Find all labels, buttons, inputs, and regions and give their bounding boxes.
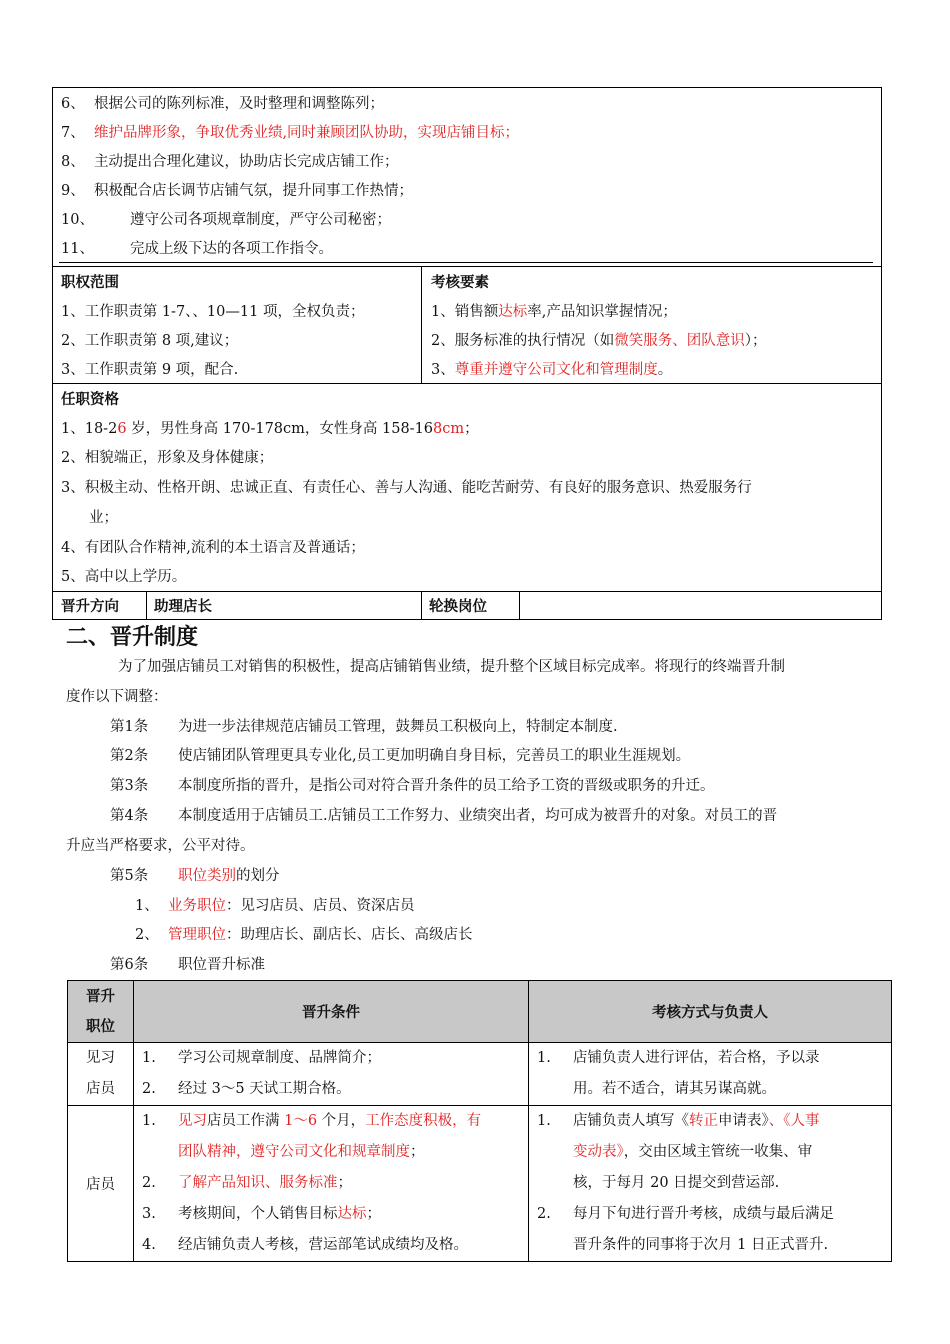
text: 每月下旬进行晋升考核，成绩与最后满足 (573, 1206, 834, 1222)
divider (53, 383, 881, 384)
highlight-text: 团队精神，遵守公司文化和规章制度 (178, 1144, 410, 1160)
highlight-text: 1～6 (284, 1113, 318, 1129)
condition-item (134, 1168, 528, 1199)
text: ，交由区域主管统一收集、审 (623, 1144, 813, 1160)
highlight-text: 了解产品知识、服务标准 (178, 1175, 338, 1191)
qualifications-title: 任职资格 (61, 392, 119, 408)
highlight-text: 6 (117, 421, 127, 437)
text: 经店铺负责人考核，营运部笔试成绩均及格。 (178, 1237, 468, 1253)
item-number: 1. (537, 1050, 551, 1066)
article-label: 第4条 (110, 808, 149, 824)
article-text: 为进一步法律规范店铺员工管理，鼓舞员工积极向上，特制定本制度. (178, 719, 618, 735)
highlight-text: 业务职位 (167, 898, 226, 914)
table-row (68, 1043, 892, 1106)
duty-text: 积极配合店长调节店铺气氛，提升同事工作热情； (93, 183, 413, 199)
text: 个月， (317, 1113, 366, 1129)
authority-item: 1、工作职责第 1-7、、10—11 项，全权负责； (61, 304, 365, 320)
duty-text: 遵守公司各项规章制度，严守公司秘密； (129, 212, 391, 228)
header-method (529, 981, 892, 1043)
duty-item (61, 150, 398, 171)
article-label: 第5条 (110, 868, 149, 884)
text: ：见习店员、店员、资深店员 (225, 898, 415, 914)
position-text: 店员 (86, 1177, 115, 1193)
conditions-cell (134, 1043, 529, 1106)
intro-paragraph: 为了加强店铺员工对销售的积极性，提高店铺销售业绩，提升整个区域目标完成率。将现行的终端晋升制 (118, 659, 785, 675)
assessment-item (431, 300, 677, 321)
highlight-text: 达标 (498, 304, 528, 320)
authority-item: 3、工作职责第 9 项，配合. (61, 362, 239, 378)
text: 经过 3～5 天试工期合格。 (178, 1081, 351, 1097)
article-text (178, 864, 280, 885)
category-item (135, 894, 414, 915)
text: 2、 (135, 927, 159, 943)
header-text: 职位 (86, 1018, 115, 1035)
text: 1、 (135, 898, 159, 914)
text: 店员工作满 (207, 1113, 285, 1129)
header-text: 晋升条件 (302, 1005, 360, 1021)
highlight-text: 达标 (337, 1206, 367, 1222)
qualification-item: 3、积极主动、性格开朗、忠诚正直、有责任心、善与人沟通、能吃苦耐劳、有良好的服务意识、热爱服务行 (61, 480, 752, 496)
duty-item (61, 92, 384, 113)
header-position (68, 981, 134, 1043)
duty-number: 10、 (61, 212, 94, 228)
rotation-position-label: 轮换岗位 (429, 599, 487, 615)
article-label: 第6条 (110, 957, 149, 973)
condition-item (134, 1043, 528, 1074)
duty-number: 9、 (61, 183, 85, 199)
duty-number: 6、 (61, 96, 85, 112)
item-number: 3. (142, 1206, 156, 1222)
table-row (68, 1106, 892, 1262)
divider (53, 266, 881, 267)
method-item (529, 1106, 891, 1137)
method-item (529, 1043, 891, 1074)
divider (59, 262, 873, 263)
highlight-text: 微笑服务、团队意识 (614, 333, 745, 349)
conditions-cell (134, 1106, 529, 1262)
highlight-text: 8cm (433, 421, 465, 437)
text: ； (410, 1144, 425, 1160)
text: 的划分 (236, 868, 280, 884)
condition-item (134, 1106, 528, 1137)
article-label: 第3条 (110, 778, 149, 794)
assessment-item (431, 329, 766, 350)
text: 1、销售额 (431, 304, 499, 320)
qualification-item: 4、有团队合作精神,流利的本土语言及普通话； (61, 540, 365, 556)
highlight-text: 变动表》 (573, 1144, 624, 1160)
duty-item (61, 208, 391, 229)
condition-item-cont (134, 1137, 528, 1168)
condition-item (134, 1230, 528, 1261)
method-item (529, 1199, 891, 1230)
method-item-cont: 用。若不适合，请其另谋高就。 (573, 1081, 776, 1097)
condition-item (134, 1199, 528, 1230)
promotion-direction-label: 晋升方向 (61, 599, 119, 615)
qualification-item: 2、相貌端正，形象及身体健康； (61, 450, 274, 466)
item-number: 1. (537, 1113, 551, 1129)
authority-title: 职权范围 (61, 275, 119, 291)
header-conditions (134, 981, 529, 1043)
text: ； (464, 421, 479, 437)
duty-text: 主动提出合理化建议，协助店长完成店铺工作； (93, 154, 399, 170)
article-text: 职位晋升标准 (178, 957, 265, 973)
text: 。 (657, 362, 673, 378)
text: 2、服务标准的执行情况（如 (431, 333, 615, 349)
text: 申请表》 (718, 1113, 769, 1129)
header-text: 考核方式与负责人 (652, 1005, 768, 1021)
item-number: 4. (142, 1237, 156, 1253)
header-text: 晋升 (86, 988, 115, 1005)
promotion-standards-table (67, 980, 892, 1262)
qualification-item: 5、高中以上学历。 (61, 569, 187, 585)
text: ； (337, 1175, 352, 1191)
item-number: 2. (537, 1206, 551, 1222)
table-header-row (68, 981, 892, 1043)
item-number: 1. (142, 1113, 156, 1129)
item-number: 2. (142, 1081, 156, 1097)
divider (146, 591, 147, 620)
intro-paragraph-cont: 度作以下调整： (66, 689, 168, 705)
divider (53, 591, 881, 592)
method-item-cont (529, 1137, 891, 1168)
divider (519, 591, 520, 620)
duty-item (61, 179, 413, 200)
position-cell (68, 1106, 134, 1262)
article-text: 本制度所指的晋升，是指公司对符合晋升条件的员工给予工资的晋级或职务的升迁。 (178, 778, 715, 794)
method-item-cont: 晋升条件的同事将于次月 1 日正式晋升. (573, 1237, 829, 1253)
text: 考核期间，个人销售目标 (178, 1206, 338, 1222)
item-number: 2. (142, 1175, 156, 1191)
duty-number: 7、 (61, 125, 85, 141)
duty-text: 根据公司的陈列标准，及时整理和调整陈列； (93, 96, 384, 112)
highlight-text: 尊重并遵守公司文化和管理制度 (454, 362, 658, 378)
position-text: 店员 (86, 1081, 115, 1097)
divider (421, 591, 422, 620)
section-title: 二、晋升制度 (66, 625, 199, 650)
qualification-item (61, 417, 479, 438)
qualification-item-cont: 业； (89, 510, 118, 526)
text: 学习公司规章制度、品牌简介； (178, 1050, 381, 1066)
duty-text: 维护品牌形象，争取优秀业绩,同时兼顾团队协助，实现店铺目标； (93, 125, 520, 141)
text: 率,产品知识掌握情况； (527, 304, 677, 320)
duty-text: 完成上级下达的各项工作指令。 (129, 241, 333, 257)
position-cell (68, 1043, 134, 1106)
text: ； (366, 1206, 381, 1222)
text: 3、 (431, 362, 455, 378)
text: 店铺负责人进行评估，若合格，予以录 (573, 1050, 820, 1066)
highlight-text: 见习 (178, 1113, 207, 1129)
category-item (135, 923, 472, 944)
assessment-title: 考核要素 (431, 275, 489, 291)
authority-item: 2、工作职责第 8 项,建议； (61, 333, 239, 349)
duty-item (61, 121, 519, 142)
method-item-cont: 核，于每月 20 日提交到营运部. (573, 1175, 780, 1191)
highlight-text: 职位类别 (178, 868, 236, 884)
position-text: 见习 (86, 1050, 115, 1066)
article-text: 本制度适用于店铺员工.店铺员工工作努力、业绩突出者，均可成为被晋升的对象。对员工的晋 (178, 808, 778, 824)
condition-item (134, 1074, 528, 1105)
highlight-text: 转正 (689, 1113, 718, 1129)
text: 岁，男性身高 170-178cm，女性身高 158-16 (126, 421, 434, 437)
divider (421, 266, 422, 383)
article-label: 第2条 (110, 748, 149, 764)
promotion-direction-value: 助理店长 (154, 599, 212, 615)
highlight-text: 工作态度积极，有 (365, 1113, 482, 1129)
highlight-text: 、《人事 (768, 1113, 820, 1129)
duty-item (61, 237, 333, 258)
article-text-cont: 升应当严格要求，公平对待。 (66, 838, 255, 854)
text: 店铺负责人填写《 (573, 1113, 689, 1129)
text: ：助理店长、副店长、店长、高级店长 (225, 927, 473, 943)
method-cell (529, 1106, 892, 1262)
item-number: 1. (142, 1050, 156, 1066)
method-cell (529, 1043, 892, 1106)
duty-number: 8、 (61, 154, 85, 170)
article-label: 第1条 (110, 719, 149, 735)
job-description-table (52, 87, 882, 620)
duty-number: 11、 (61, 241, 94, 257)
assessment-item (431, 358, 672, 379)
highlight-text: 管理职位 (167, 927, 226, 943)
text: 1、18-2 (61, 421, 118, 437)
article-text: 使店铺团队管理更具专业化,员工更加明确自身目标，完善员工的职业生涯规划。 (178, 748, 691, 764)
text: ）； (744, 333, 767, 349)
